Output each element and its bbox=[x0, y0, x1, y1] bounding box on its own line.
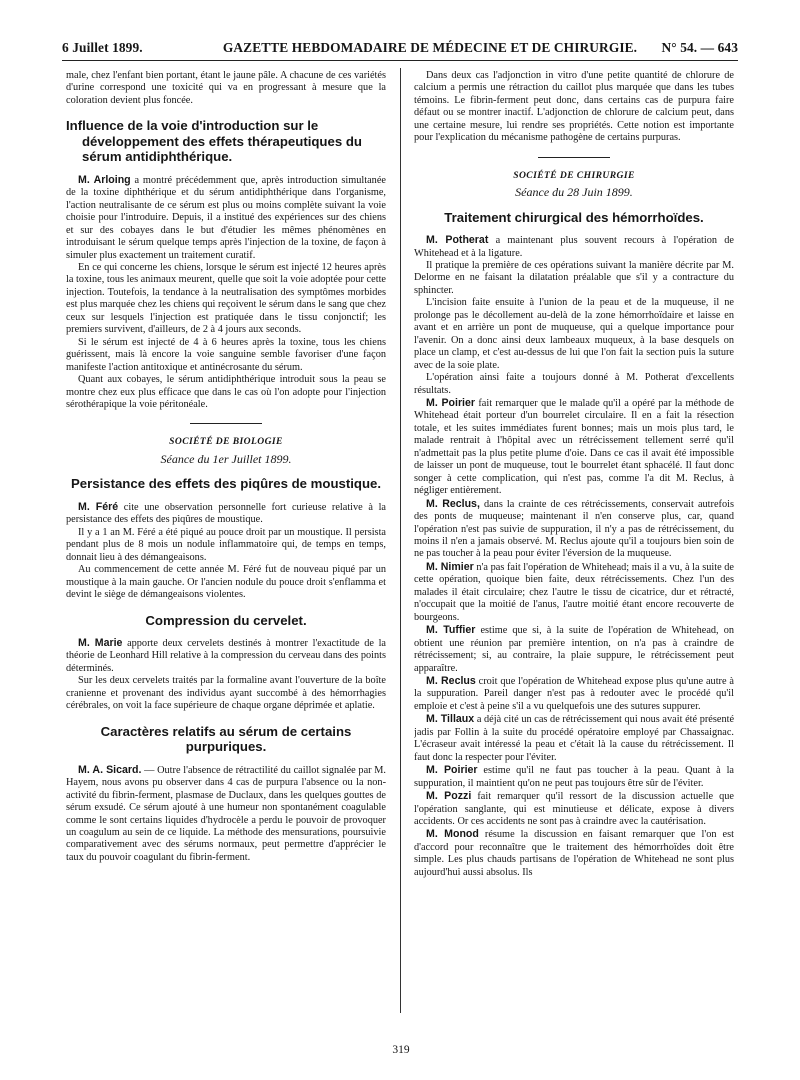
section-heading-caracteres: Caractères relatifs au sérum de certains purpuriques. bbox=[100, 723, 352, 755]
paragraph bbox=[414, 624, 734, 675]
paragraph-text: croit que l'opération de Whitehead expose plus qu'une autre à la suppuration. Pareil danger n'est pas à redouter avec le procédé qu'il emploie et c'est à peine s'il a vu quelquefois une des sutures suppurer. bbox=[414, 675, 734, 712]
paragraph-text: — Outre l'absence de rétractilité du caillot signalée par M. Hayem, nous avons pu observer dans 4 cas de purpura l'absence ou la non-activité du fibrin-ferment, plasmase de Duclaux, dans les quelques gouttes de sérum exsudé. Ce sérum ajouté à une humeur non spontanément coagulable comme le sont certains liquides d'hydrocèle a perdu le pouvoir de provoquer un coagulum au sein de ce liquide. La méthode des mensurations, poursuivie comparativement avec des sérums normaux, peut permettre d'apprécier le taux du pouvoir coagulant du fibrin-ferment. bbox=[66, 764, 386, 863]
paragraph-text: fait remarquer que le malade qu'il a opéré par la méthode de Whitehead était porteur d'un bourrelet circulaire. Il en a fait la résection totale, et les suites immédiates furent bonnes; mais un mois plus tard, le malade rentrait à l'hôpital avec un rétrécissement tellement serré qu'il n'admettait pas la plus petite plume d'oie. Dans ce cas il avait été impossible de laisser un pont de muqueuse, tout le bourrelet étant sphacélé. Il faut donc songer à cette complication, qui n'est pas, comme l'a dit M. Reclus, à négliger entièrement. bbox=[414, 398, 734, 497]
paragraph-text: résume la discussion en faisant remarquer que l'on est d'accord pour reconnaître que le traitement des hémorrhoïdes doit être simple. Les plus chauds partisans de l'opération de Whitehead ne sont plus aujourd'hui aussi absolus. Ils bbox=[414, 829, 734, 878]
society-title-biologie: SOCIÉTÉ DE BIOLOGIE bbox=[169, 436, 283, 448]
paragraph: L'incision faite ensuite à l'union de la peau et de la muqueuse, il ne prolonge pas le décollement au-delà de la zone hémorrhoïdaire et laisse en avant et en arrière un pont de muqueuse, qui a quelque importance pour l'avenir. On a donc ainsi deux lambeaux muqueux, à la base desquels on place un clamp, et c'est au-dessus de lui que l'on fait la section puis la suture avec de la soie plate. bbox=[414, 297, 734, 371]
section-rule bbox=[538, 157, 610, 158]
paragraph: Quant aux cobayes, le sérum antidiphthérique introduit sous la peau se montre chez eux plus efficace que dans le cas où l'on adopte pour l'injection sérothérapique la voie péritonéale. bbox=[66, 374, 386, 411]
paragraph-text: estime que si, à la suite de l'opération de Whitehead, on obtient une réunion par première intention, on n'a pas à craindre de rétrécissement; si, au contraire, la plaie suppure, le rétrécissement peut apparaître. bbox=[414, 625, 734, 674]
paragraph bbox=[414, 790, 734, 828]
paragraph bbox=[414, 498, 734, 561]
paragraph: Si le sérum est injecté de 4 à 6 heures après la toxine, tous les chiens guérissent, mais là encore la voie sanguine semble favoriser d'une façon manifeste l'action antitoxique et antinécrosante du sérum. bbox=[66, 336, 386, 373]
paragraph bbox=[66, 174, 386, 262]
speaker-name: M. Nimier bbox=[426, 560, 474, 573]
section-heading-traitement: Traitement chirurgical des hémorrhoïdes. bbox=[444, 209, 704, 225]
paragraph: Dans deux cas l'adjonction in vitro d'une petite quantité de chlorure de calcium a permis une rétraction du caillot plus marquée que dans les tubes témoins. Le fibrin-ferment peut donc, dans certains cas de purpura faire défaut ou se montrer inactif. L'adjonction de chlorure de calcium peut, dans une certaine mesure, lui rendre ses propriétés. Cette notion est importante pour l'explication du mécanisme pathogène de certains purpuras. bbox=[414, 70, 734, 144]
speaker-name: M. Marie bbox=[78, 637, 123, 649]
paragraph bbox=[414, 764, 734, 790]
speaker-name: M. Féré bbox=[78, 500, 119, 513]
section-rule bbox=[190, 423, 262, 424]
speaker-name: M. A. Sicard. bbox=[78, 763, 142, 776]
paragraph-text: a déjà cité un cas de rétrécissement qui nous avait été présenté jadis par Follin à la suite du procédé opératoire employé par Chassaignac. L'écraseur avait intéressé la peau et c'était là la cause du rétrécissement. Il faut donc la respecter pour l'éviter. bbox=[414, 714, 734, 763]
paragraph bbox=[414, 561, 734, 624]
paragraph-text: n'a pas fait l'opération de Whitehead; mais il a vu, à la suite de cette opération, quoique bien faite, deux rétrécissements. Chez l'un des malades il était circulaire; chez l'autre le tissu de cicatrice, dur et rétracté, n'occupait que la moitié de l'anus, l'autre moitié étant encore recouverte de bourgeons. bbox=[414, 561, 734, 623]
speaker-name: M. Poirier bbox=[426, 764, 478, 777]
paragraph: L'opération ainsi faite a toujours donné à M. Potherat d'excellents résultats. bbox=[414, 372, 734, 396]
paragraph: En ce qui concerne les chiens, lorsque le sérum est injecté 12 heures après la toxine, tous les animaux meurent, quelle que soit la voie adoptée pour cette injection. Toutefois, la tendance à la neutralisation des symptômes morbides est plus marquée chez les chiens qui reçoivent le sérum dans le sang que chez ceux sur lesquels l'injection est pratiquée dans le tissu conjonctif; les premiers survivent, d'ailleurs, de 2 à 4 jours aux seconds. bbox=[66, 262, 386, 336]
paragraph bbox=[414, 675, 734, 713]
paragraph: Il y a 1 an M. Féré a été piqué au pouce droit par un moustique. Il persista pendant plus de 8 mois un nodule inflammatoire qui, de temps en temps, donnait lieu à des démangeaisons. bbox=[66, 526, 386, 563]
speaker-name: M. Pozzi bbox=[426, 790, 472, 803]
left-column bbox=[66, 70, 386, 1015]
paragraph bbox=[414, 234, 734, 260]
header-journal-title: GAZETTE HEBDOMADAIRE DE MÉDECINE ET DE CHIRURGIE. bbox=[222, 40, 638, 55]
society-title-chirurgie: SOCIÉTÉ DE CHIRURGIE bbox=[513, 169, 635, 181]
page-folio-number: 319 bbox=[392, 1044, 410, 1056]
paragraph: Sur les deux cervelets traités par la formaline avant l'ouverture de la boîte cranienne et provenant des individus ayant succombé à des hémorrhagies cérébrales, on voit la face supérieure de chaque organe déprimée et aplatie. bbox=[66, 675, 386, 712]
speaker-name: M. Reclus, bbox=[426, 497, 480, 510]
paragraph bbox=[66, 501, 386, 527]
section-heading-compression: Compression du cervelet. bbox=[145, 612, 307, 628]
paragraph-text: dans la crainte de ces rétrécissements, conservait autrefois des ponts de muqueuse; maintenant il n'en conserve plus, car, quand l'opération n'est pas suivie de suppuration, il n'y a pas de rétrécissement, du moins il n'en a jamais observé. M. Reclus ajoute qu'il a toujours bien soin de ne pas toucher à la peau pour éviter l'éversion de la muqueuse. bbox=[414, 498, 734, 560]
section-heading-influence: Influence de la voie d'introduction sur le développement des effets thérapeutiques du sérum antidiphthérique. bbox=[66, 118, 362, 165]
paragraph bbox=[414, 397, 734, 498]
paragraph-text: a montré précédemment que, après introduction simultanée de la toxine diphthérique et du sérum antidiphthérique dans l'organisme, l'action neutralisante de ce sérum est plus ou moins complète suivant la voie choisie pour l'introduire. Depuis, il a institué des expériences sur des chiens et sur des cobayes dans le but d'étudier les mêmes phénomènes en introduisant le sérum quelque temps après l'injection de la toxine, de façon à simuler plus exactement un traitement curatif. bbox=[66, 174, 386, 261]
paragraph-text: estime qu'il ne faut pas toucher à la peau. Quant à la suppuration, il maintient qu'on ne peut pas toujours être sûr de l'éviter. bbox=[414, 765, 734, 789]
section-heading-persistance: Persistance des effets des piqûres de moustique. bbox=[70, 476, 381, 492]
paragraph bbox=[66, 764, 386, 865]
speaker-name: M. Potherat bbox=[426, 234, 489, 247]
running-header bbox=[62, 38, 738, 61]
paragraph: Il pratique la première de ces opérations suivant la manière décrite par M. Delorme en ne faisant la dilatation préalable que s'il y a contracture du sphincter. bbox=[414, 260, 734, 296]
seance-date-chirurgie: Séance du 28 Juin 1899. bbox=[515, 185, 633, 200]
paragraph-text: cite une observation personnelle fort curieuse relative à la persistance des effets des piqûres de moustique. bbox=[66, 501, 386, 526]
speaker-name: M. Poirier bbox=[426, 397, 476, 410]
header-date: 6 Juillet 1899. bbox=[62, 40, 143, 55]
right-column bbox=[414, 70, 734, 1015]
paragraph: male, chez l'enfant bien portant, étant le jaune pâle. A chacune de ces variétés d'urine correspond une toxicité qui va en progressant à mesure que la coloration devient plus foncée. bbox=[66, 70, 386, 106]
paragraph bbox=[414, 828, 734, 879]
paragraph-text: fait remarquer qu'il ressort de la discussion actuelle que l'opération sanglante, qui est minutieuse et délicate, expose à divers accidents. Or ces accidents ne sont pas à craindre avec la cautérisation. bbox=[414, 791, 734, 827]
paragraph bbox=[414, 713, 734, 764]
column-divider bbox=[400, 68, 401, 1013]
paragraph-text: a maintenant plus souvent recours à l'opération de Whitehead et à la ligature. bbox=[414, 235, 734, 259]
paragraph-text: apporte deux cervelets destinés à montrer l'exactitude de la théorie de Leonhard Hill relative à la compression du cerveau dans des points déterminés. bbox=[66, 638, 386, 674]
speaker-name: M. Tuffier bbox=[426, 624, 476, 637]
speaker-name: M. Arloing bbox=[78, 173, 131, 186]
speaker-name: M. Monod bbox=[426, 828, 479, 841]
speaker-name: M. Tillaux bbox=[426, 713, 475, 726]
paragraph bbox=[66, 637, 386, 675]
seance-date-biologie: Séance du 1er Juillet 1899. bbox=[160, 451, 292, 466]
paragraph: Au commencement de cette année M. Féré fut de nouveau piqué par un moustique à la main gauche. Or l'ancien nodule du pouce droit s'enflamma et devint le siège de démangeaisons violentes. bbox=[66, 564, 386, 601]
header-issue-page: N° 54. — 643 bbox=[661, 40, 738, 55]
speaker-name: M. Reclus bbox=[426, 674, 476, 687]
